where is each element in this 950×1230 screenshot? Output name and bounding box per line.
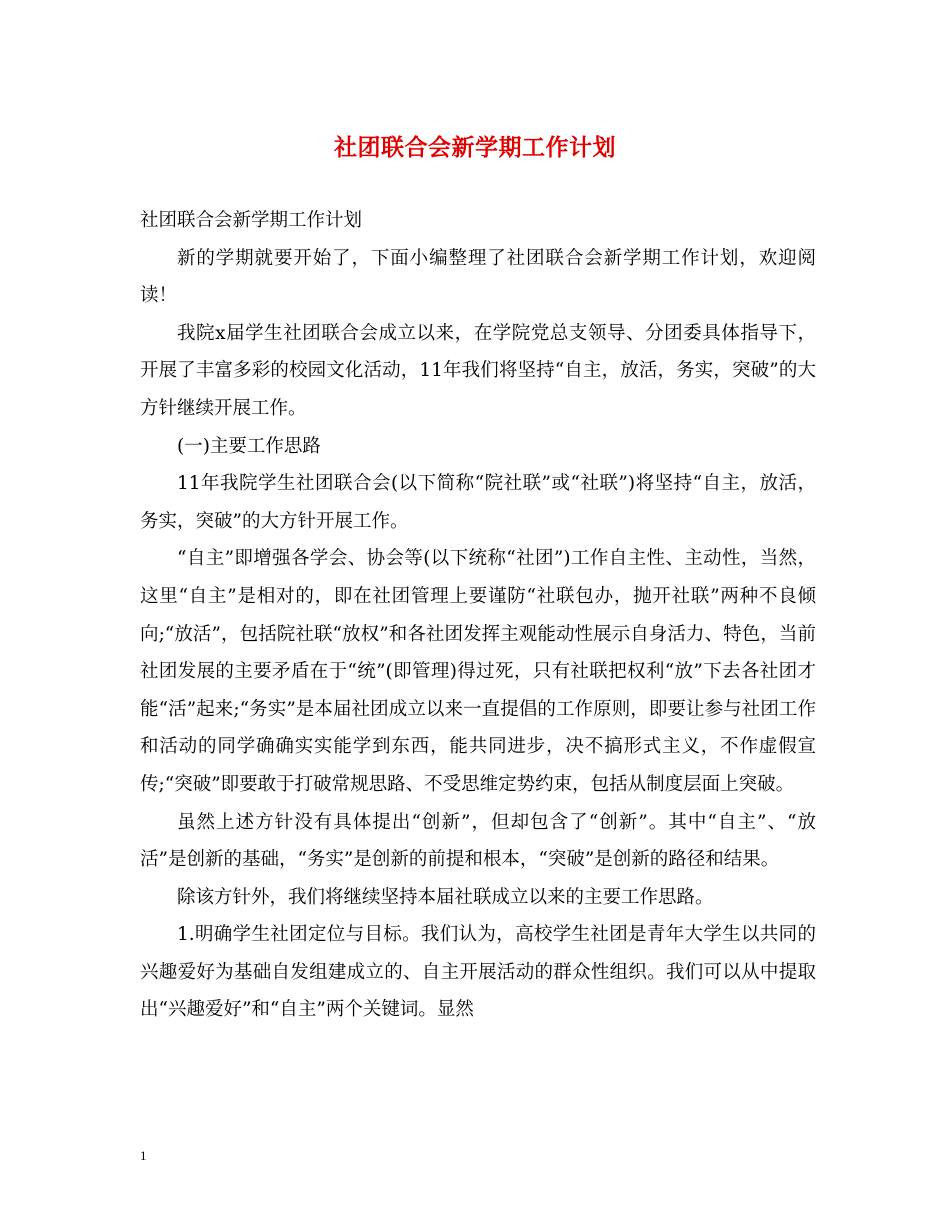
paragraph: (一)主要工作思路 — [177, 435, 321, 457]
document-title: 社团联合会新学期工作计划 — [334, 134, 616, 161]
paragraph: 社团联合会新学期工作计划 — [140, 210, 363, 231]
paragraph: 新的学期就要开始了，下面小编整理了社团联合会新学期工作计划，欢迎阅读！ — [140, 247, 816, 307]
document-body — [140, 202, 816, 1029]
paragraph: 11年我院学生社团联合会(以下简称“院社联”或“社联”)将坚持“自主，放活，务实，突破”的大方针开展工作。 — [140, 473, 816, 532]
paragraph: 1.明确学生社团定位与目标。我们认为，高校学生社团是青年大学生以共同的兴趣爱好为基础自发组建成立的、自主开展活动的群众性组织。我们可以从中提取出“兴趣爱好”和“自主”两个关键词。显然 — [140, 924, 816, 1021]
paragraph: “自主”即增强各学会、协会等(以下统称“社团”)工作自主性、主动性，当然，这里“自主”是相对的，即在社团管理上要谨防“社联包办，抛开社联”两种不良倾向;“放活”，包括院社联“放权”和各社团发挥主观能动性展示自身活力、特色，当前社团发展的主要矛盾在于“统”(即管理)得过死，只有社联把权利“放”下去各社团才能“活”起来;“务实”是本届社团成立以来一直提倡的工作原则，即要让参与社团工作和活动的同学确确实实能学到东西，能共同进步，决不搞形式主义，不作虚假宣传;“突破”即要敢于打破常规思路、不受思维定势约束，包括从制度层面上突破。 — [140, 548, 816, 795]
paragraph: 虽然上述方针没有具体提出“创新”，但却包含了“创新”。其中“自主”、“放活”是创新的基础，“务实”是创新的前提和根本，“突破”是创新的路径和结果。 — [140, 811, 816, 871]
paragraph: 我院x届学生社团联合会成立以来，在学院党总支领导、分团委具体指导下，开展了丰富多彩的校园文化活动，11年我们将坚持“自主，放活，务实，突破”的大方针继续开展工作。 — [140, 322, 816, 419]
page-number: 1 — [140, 1148, 147, 1163]
paragraph: 除该方针外，我们将继续坚持本届社联成立以来的主要工作思路。 — [177, 886, 714, 908]
